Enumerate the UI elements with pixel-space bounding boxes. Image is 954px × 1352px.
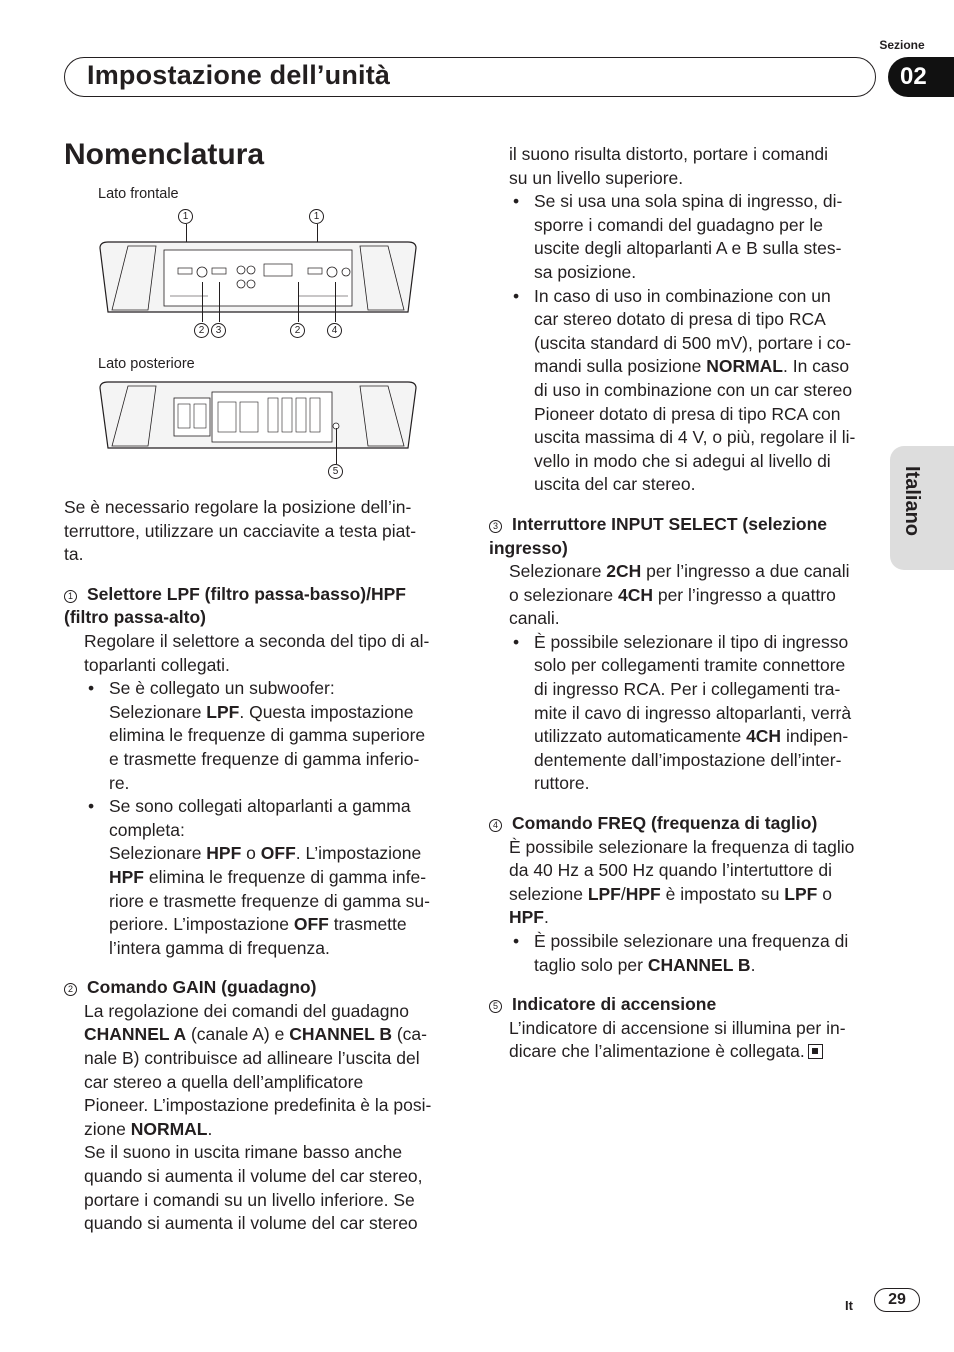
amplifier-front-illustration [98, 240, 418, 315]
item-1-bullet-2: Selezionare HPF o OFF. L’impostazione [109, 843, 422, 864]
item-5-body: dicare che l’alimentazione è collegata. [489, 1040, 881, 1064]
leader-line [335, 282, 336, 322]
item-3-body: Selezionare 2CH per l’ingresso a due canali [509, 561, 850, 582]
item-1-bullet-1: re. [109, 772, 130, 793]
callout-5: 5 [328, 464, 343, 479]
item-1-bullet-1: • Se è collegato un subwoofer: [64, 677, 456, 701]
item-1-heading: (filtro passa-alto) [64, 607, 206, 628]
item-1-bullet-2: HPF elimina le frequenze di gamma infe- [109, 866, 427, 887]
item-2-body: quando si aumenta il volume del car stereo [84, 1213, 418, 1234]
item-4-body: da 40 Hz a 500 Hz quando l’intertuttore di [509, 860, 832, 881]
item-3-heading: 3 Interruttore INPUT SELECT (selezione [489, 513, 881, 537]
item-1-bullet-1: Selezionare LPF. Questa impostazione [109, 701, 414, 722]
item-2-body: car stereo a quella dell’amplificatore [84, 1071, 364, 1092]
item-4-body: HPF. [509, 907, 549, 928]
item-3-body: o selezionare 4CH per l’ingresso a quattro [509, 584, 836, 605]
item-2-heading: 2 Comando GAIN (guadagno) [64, 976, 456, 1000]
item-2-body: nale B) contribuisce ad allineare l’uscita del [84, 1048, 420, 1069]
item-3-bullet-1: di ingresso RCA. Per i collegamenti tra- [534, 679, 841, 700]
item-2-bullet-2: uscita massima di 4 V, o più, regolare il li- [534, 427, 856, 448]
right-column [489, 143, 881, 1064]
rear-side-label: Lato posteriore [98, 356, 195, 372]
item-2-bullet-2: vello in modo che si adegui al livello di [534, 450, 831, 471]
callout-2-left: 2 [194, 323, 209, 338]
item-3-bullet-1: utilizzato automaticamente 4CH indipen- [534, 726, 849, 747]
header-bar [64, 57, 876, 97]
callout-2-right: 2 [290, 323, 305, 338]
item-4-heading: 4 Comando FREQ (frequenza di taglio) [489, 812, 881, 836]
leader-line [298, 282, 299, 322]
item-4-body: È possibile selezionare la frequenza di taglio [509, 836, 855, 857]
item-1-bullet-2: completa: [109, 819, 185, 840]
item-2-body: quando si aumenta il volume del car stereo, [84, 1166, 423, 1187]
item-number: 5 [489, 1000, 502, 1013]
item-2-bullet-2: mandi sulla posizione NORMAL. In caso [534, 356, 850, 377]
item-2-bullet-2: Pioneer dotato di presa di tipo RCA con [534, 403, 841, 424]
item-2-body: portare i comandi su un livello inferiore. Se [84, 1189, 415, 1210]
item-2-body: Se il suono in uscita rimane basso anche [84, 1142, 403, 1163]
item-3-bullet-1: mite il cavo di ingresso altoparlanti, verrà [534, 702, 852, 723]
item-3-bullet-1: solo per collegamenti tramite connettore [534, 655, 846, 676]
page-header-title: Impostazione dell’unità [87, 60, 391, 90]
footer-language-code: It [845, 1298, 853, 1313]
item-2-bullet-1: uscite degli altoparlanti A e B sulla stes- [534, 238, 842, 259]
left-column [64, 496, 456, 1236]
intro-line: ta. [64, 544, 84, 565]
item-2-bullet-1: • Se si usa una sola spina di ingresso, di- [489, 190, 881, 214]
item-number: 4 [489, 819, 502, 832]
front-side-label: Lato frontale [98, 186, 179, 202]
item-2-body: su un livello superiore. [509, 167, 684, 188]
item-2-body: La regolazione dei comandi del guadagno [84, 1000, 409, 1021]
item-4-bullet-1: • È possibile selezionare una frequenza di [489, 930, 881, 954]
item-2-bullet-1: sa posizione. [534, 261, 637, 282]
item-4-bullet-1: taglio solo per CHANNEL B. [534, 954, 756, 975]
item-2-bullet-1: sporre i comandi del guadagno per le [534, 214, 823, 235]
item-2-bullet-2: uscita del car stereo. [534, 474, 696, 495]
item-5-heading: 5 Indicatore di accensione [489, 993, 881, 1017]
item-1-bullet-1: e trasmette frequenze di gamma inferio- [109, 748, 420, 769]
sezione-label: Sezione [879, 38, 925, 52]
item-2-body: il suono risulta distorto, portare i comandi [509, 144, 829, 164]
callout-3: 3 [211, 323, 226, 338]
item-1-bullet-1: elimina le frequenze di gamma superiore [109, 725, 426, 746]
item-4-body: selezione LPF/HPF è impostato su LPF o [509, 883, 832, 904]
amplifier-rear-illustration [98, 380, 418, 452]
language-side-tab-label: Italiano [901, 466, 923, 537]
callout-4: 4 [327, 323, 342, 338]
leader-line [336, 428, 337, 464]
section-number-badge: 02 [888, 57, 954, 97]
intro-line: Se è necessario regolare la posizione dell’in- [64, 497, 412, 517]
item-3-body: canali. [509, 608, 560, 629]
item-2-body: zione NORMAL. [84, 1118, 213, 1139]
item-1-bullet-2: • Se sono collegati altoparlanti a gamma [64, 795, 456, 819]
item-3-heading: ingresso) [489, 537, 568, 558]
item-5-body: L’indicatore di accensione si illumina per in- [509, 1017, 846, 1038]
section-title: Nomenclatura [64, 138, 265, 171]
item-2-bullet-2: car stereo dotato di presa di tipo RCA [534, 309, 826, 330]
item-2-bullet-2: (uscita standard di 500 mV), portare i co- [534, 332, 852, 353]
callout-1-right: 1 [309, 209, 324, 224]
item-2-bullet-2: • In caso di uso in combinazione con un [489, 285, 881, 309]
end-of-section-icon [808, 1044, 823, 1059]
item-2-bullet-2: di uso in combinazione con un car stereo [534, 379, 853, 400]
item-number: 2 [64, 983, 77, 996]
item-number: 1 [64, 590, 77, 603]
item-1-bullet-2: periore. L’impostazione OFF trasmette [109, 914, 407, 935]
intro-line: terruttore, utilizzare un cacciavite a testa piat- [64, 520, 417, 541]
item-1-heading: 1 Selettore LPF (filtro passa-basso)/HPF [64, 583, 456, 607]
leader-line [202, 282, 203, 322]
item-2-body: CHANNEL A (canale A) e CHANNEL B (ca- [84, 1024, 427, 1045]
item-2-body: Pioneer. L’impostazione predefinita è la posi- [84, 1095, 432, 1116]
item-1-body: toparlanti collegati. [84, 654, 230, 675]
item-1-body: Regolare il selettore a seconda del tipo di al- [84, 630, 430, 651]
item-3-bullet-1: dentemente dall’impostazione dell’inter- [534, 749, 842, 770]
page-number: 29 [874, 1288, 920, 1312]
item-number: 3 [489, 520, 502, 533]
item-3-bullet-1: • È possibile selezionare il tipo di ingresso [489, 631, 881, 655]
callout-1-left: 1 [178, 209, 193, 224]
item-1-bullet-2: l’intera gamma di frequenza. [109, 937, 330, 958]
leader-line [219, 282, 220, 322]
item-3-bullet-1: ruttore. [534, 773, 590, 794]
item-1-bullet-2: riore e trasmette frequenze di gamma su- [109, 890, 430, 911]
